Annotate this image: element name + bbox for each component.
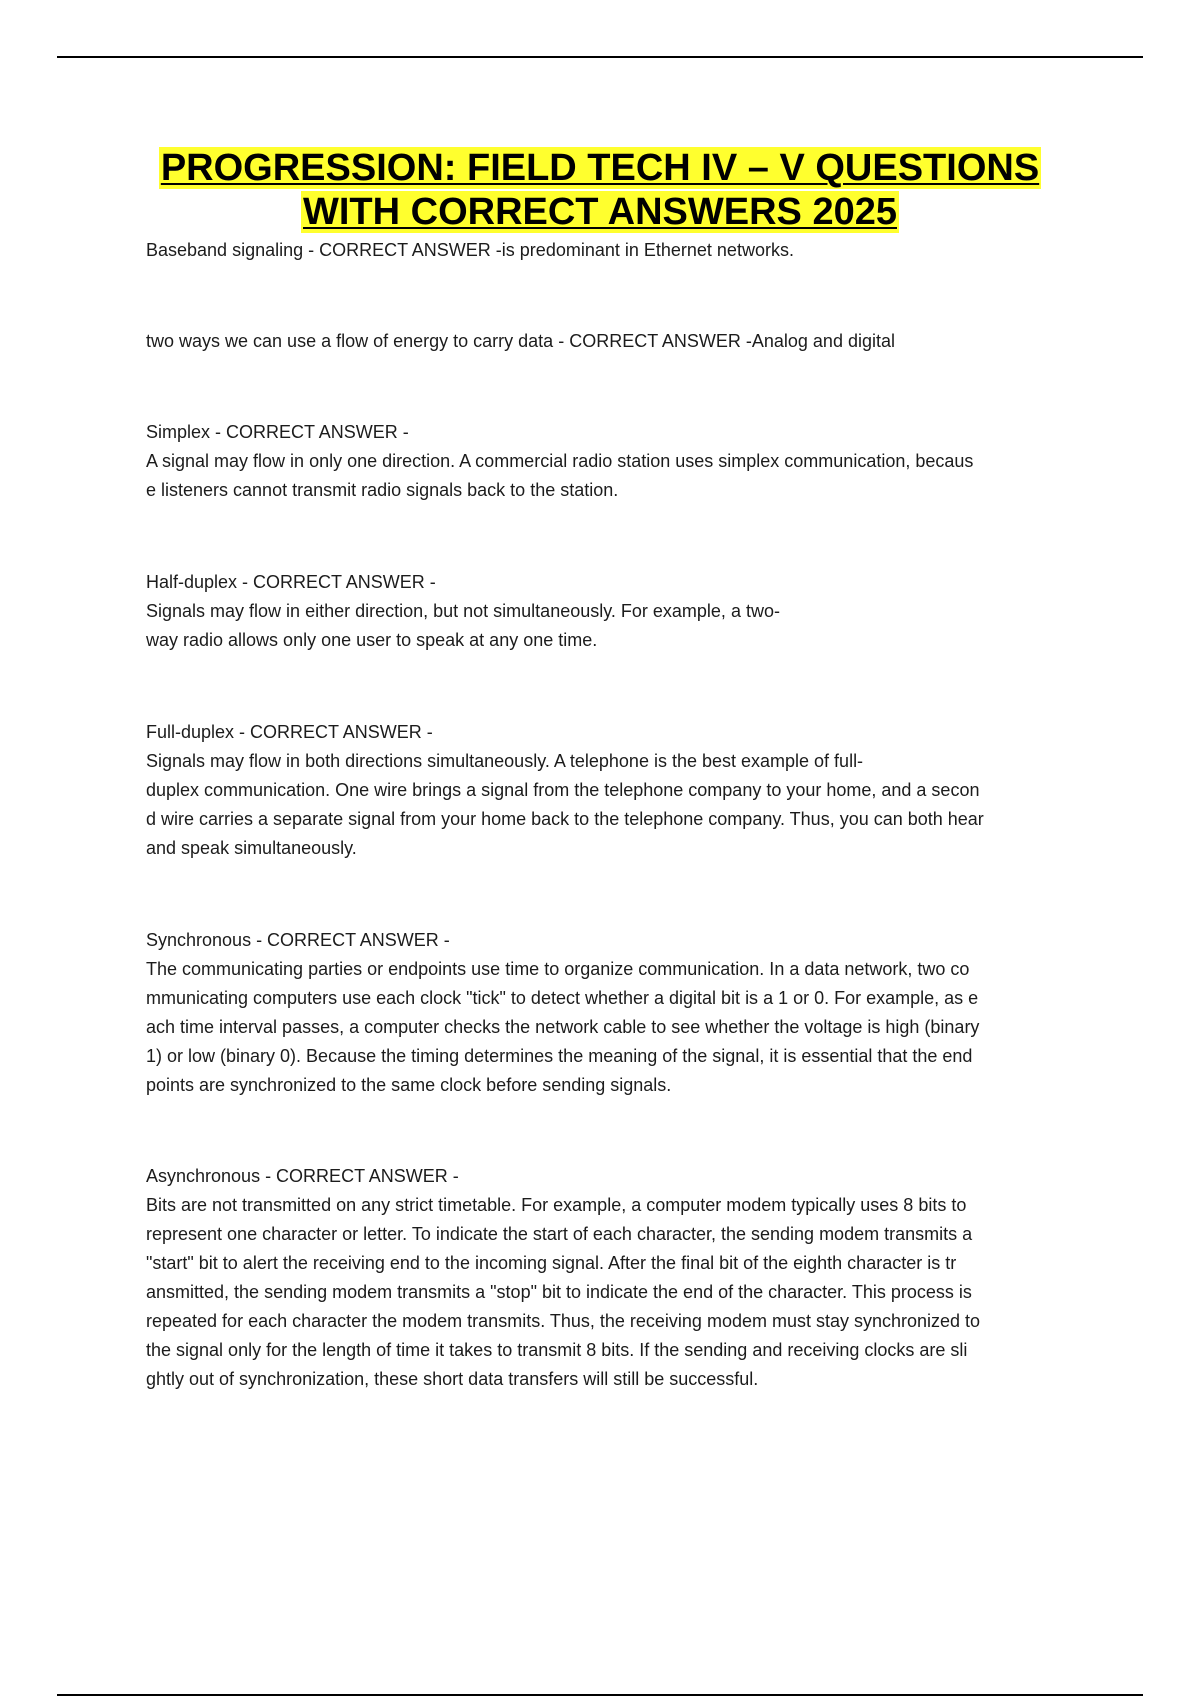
top-rule <box>57 56 1143 58</box>
entry-flow-of-energy: two ways we can use a flow of energy to carry data - CORRECT ANSWER -Analog and digital <box>146 331 895 351</box>
entry-baseband-signaling: Baseband signaling - CORRECT ANSWER -is predominant in Ethernet networks. <box>146 240 794 260</box>
entry-simplex: Simplex - CORRECT ANSWER - A signal may flow in only one direction. A commercial radio station uses simplex communication, becaus e listeners cannot transmit radio signals back to the station. <box>146 422 974 500</box>
title-line-1: PROGRESSION: FIELD TECH IV – V QUESTIONS <box>160 147 1040 189</box>
entry-synchronous: Synchronous - CORRECT ANSWER - The communicating parties or endpoints use time to organize communication. In a data network, two co mmunicating computers use each clock "tick" to detect whether a digital bit is a 1 or 0. For example, as e ach time interval passes, a computer checks the network cable to see whether the voltage is high (binary 1) or low (binary 0). Because the timing determines the meaning of the signal, it is essential that the end points are synchronized to the same clock before sending signals. <box>146 930 980 1095</box>
document-title <box>57 146 1143 234</box>
bottom-rule <box>57 1694 1143 1696</box>
entry-asynchronous: Asynchronous - CORRECT ANSWER - Bits are not transmitted on any strict timetable. For example, a computer modem typically uses 8 bits to represent one character or letter. To indicate the start of each character, the sending modem transmits a "start" bit to alert the receiving end to the incoming signal. After the final bit of the eighth character is tr ansmitted, the sending modem transmits a "stop" bit to indicate the end of the character. This process is repeated for each character the modem transmits. Thus, the receiving modem must stay synchronized to the signal only for the length of time it takes to transmit 8 bits. If the sending and receiving clocks are sli ghtly out of synchronization, these short data transfers will still be successful. <box>146 1166 981 1389</box>
title-line-2: WITH CORRECT ANSWERS 2025 <box>303 191 897 233</box>
entry-full-duplex: Full-duplex - CORRECT ANSWER - Signals may flow in both directions simultaneously. A telephone is the best example of full- duplex communication. One wire brings a signal from the telephone company to your home, and a secon d wire carries a separate signal from your home back to the telephone company. Thus, you can both hear and speak simultaneously. <box>146 722 984 858</box>
entry-half-duplex: Half-duplex - CORRECT ANSWER - Signals may flow in either direction, but not simultaneously. For example, a two- way radio allows only one user to speak at any one time. <box>146 572 780 650</box>
